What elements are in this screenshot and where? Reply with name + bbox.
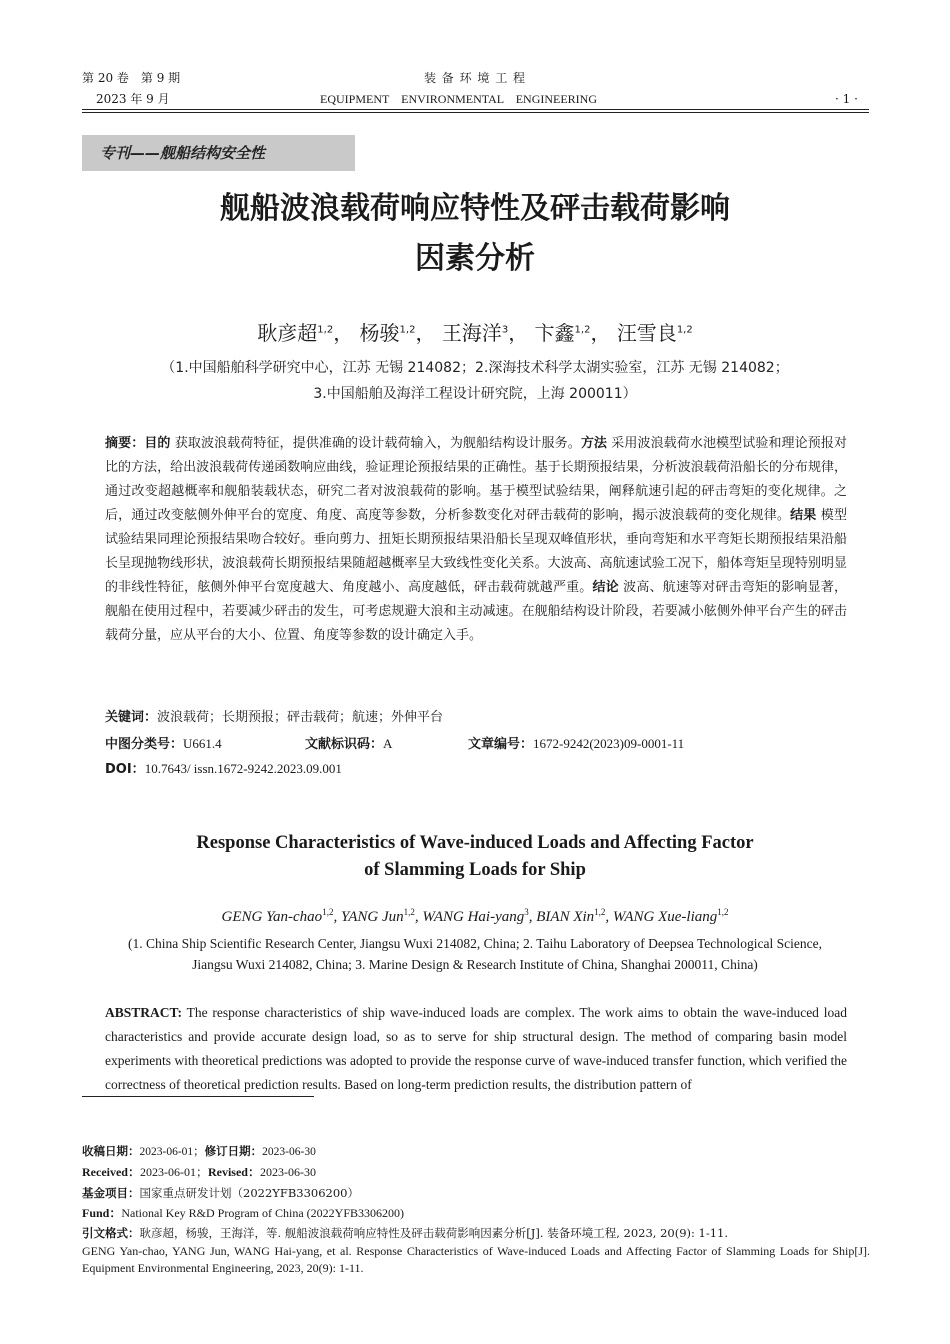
abstract-en (105, 1001, 847, 1097)
footnote-rule (82, 1096, 314, 1097)
title-en-line2: of Slamming Loads for Ship (364, 860, 586, 880)
author-cn: 汪雪良$^{1,2}$ (616, 320, 693, 345)
author-cn: 卞鑫$^{1,2}$， (534, 320, 611, 345)
method-label: 方法 (580, 436, 608, 451)
conclusion-text: 波高、航速等对砰击弯矩的影响显著，舰船在使用过程中，若要减少砰击的发生，可考虑规避大浪和主动减速。在舰船结构设计阶段，若要减小舷侧外伸平台产生的砰击载荷分量，应从平台的大小、位置、角度等参数的设计确定入手。 (105, 580, 847, 643)
citation-cn: 引文格式：耿彦超，杨骏，王海洋，等. 舰船波浪载荷响应特性及砰击载荷影响因素分析[J]. 装备环境工程, 2023, 20(9): 1-11. (82, 1226, 729, 1240)
keywords-cn: 关键词：波浪载荷；长期预报；砰击载荷；航速；外伸平台 (105, 710, 444, 725)
abstract-en-text: The response characteristics of ship wave-induced loads are complex. The work aims to obtain the wave-induced load characteristics and provide accurate design load, so as to serve for ship structural design. The method of comparing basin model experiments with theoretical predictions was adopted to provide the response curve of wave-induced transfer function, which verified the correctness of theoretical prediction results. Based on long-term prediction results, the distribution pattern of (105, 1005, 847, 1092)
issue-date: 2023 年 9 月 (96, 92, 170, 106)
objective-text: 获取波浪载荷特征，提供准确的设计载荷输入，为舰船结构设计服务。 (174, 436, 581, 451)
classification-doc: 文献标识码：A (305, 736, 393, 752)
affiliations-en-line1: (1. China Ship Scientific Research Center, Jiangsu Wuxi 214082, China; 2. Taihu Laboratory of Deepsea Technological Science, (128, 936, 822, 951)
author-en: BIAN Xin$^{1,2}$, (536, 907, 613, 925)
abstract-en-label: ABSTRACT: (105, 1005, 183, 1020)
affiliations-cn-line1: （1.中国船舶科学研究中心，江苏 无锡 214082；2.深海技术科学太湖实验室，江苏 无锡 214082； (161, 360, 789, 376)
affiliations-en-line2: Jiangsu Wuxi 214082, China; 3. Marine Design & Research Institute of China, Shanghai 200011, China) (192, 957, 758, 972)
journal-name-en: EQUIPMENT ENVIRONMENTAL ENGINEERING (320, 92, 598, 106)
received-cn: 收稿日期：2023-06-01；修订日期：2023-06-30 (82, 1144, 316, 1158)
journal-name-cn: 装 备 环 境 工 程 (423, 71, 527, 85)
author-en: WANG Hai-yang$^3$, (422, 907, 537, 925)
result-label: 结果 (790, 508, 817, 523)
author-en: GENG Yan-chao$^{1,2}$, (221, 907, 341, 925)
fund-cn: 基金项目：国家重点研发计划（2022YFB3306200） (82, 1186, 360, 1200)
fund-en: Fund：National Key R&D Program of China (2022YFB3306200) (82, 1206, 404, 1220)
header-rule-double (82, 112, 869, 113)
header-rule (82, 109, 869, 110)
title-cn-line1: 舰船波浪载荷响应特性及砰击载荷影响 (220, 191, 730, 226)
author-cn: 耿彦超$^{1,2}$， (257, 320, 354, 345)
doi: DOI：10.7643/ issn.1672-9242.2023.09.001 (105, 761, 342, 777)
abstract-cn-label: 摘要： (105, 436, 145, 451)
author-cn: 王海洋$^3$， (441, 320, 529, 345)
citation-en: GENG Yan-chao, YANG Jun, WANG Hai-yang, et al. Response Characteristics of Wave-induced Loads and Affecting Factor of Slamming Loads for Ship[J]. Equipment Environmental Engineering, 2023, 20(9): 1-11. (82, 1244, 870, 1275)
affiliations-cn-line2: 3.中国船舶及海洋工程设计研究院，上海 200011） (313, 386, 637, 402)
result-text: 模型试验结果同理论预报结果吻合较好。垂向剪力、扭矩长期预报结果沿船长呈现双峰值形状，垂向弯矩和水平弯矩长期预报结果沿船长呈现抛物线形状，波浪载荷长期预报结果随超越概率呈大致线性变化关系。大波高、高航速试验工况下，船体弯矩呈现特别明显的非线性特征，舷侧外伸平台宽度越大、角度越小、高度越低，砰击载荷就越严重。 (105, 508, 847, 595)
conclusion-label: 结论 (592, 580, 619, 595)
author-cn: 杨骏$^{1,2}$， (359, 320, 436, 345)
method-text: 采用波浪载荷水池模型试验和理论预报对比的方法，给出波浪载荷传递函数响应曲线，验证理论预报结果的正确性。基于长期预报结果，分析波浪载荷沿船长的分布规律，通过改变超越概率和舰船装载状态，研究二者对波浪载荷的影响。基于模型试验结果，阐释航速引起的砰击弯矩的变化规律。之后，通过改变舷侧外伸平台的宽度、角度、高度等参数，分析参数变化对砰击载荷的影响，揭示波浪载荷的变化规律。 (105, 436, 847, 523)
page-number: · 1 · (835, 92, 858, 106)
received-en: Received：2023-06-01；Revised：2023-06-30 (82, 1165, 316, 1179)
title-en-line1: Response Characteristics of Wave-induced Loads and Affecting Factor (196, 833, 754, 853)
author-en: WANG Xue-liang$^{1,2}$ (612, 907, 729, 925)
column-tag: 专刊——舰船结构安全性 (82, 135, 355, 171)
objective-label: 目的 (144, 436, 171, 451)
classification-clc: 中图分类号：U661.4 (105, 736, 222, 752)
classification-article: 文章编号：1672-9242(2023)09-0001-11 (468, 736, 685, 752)
volume-issue: 第 20 卷 第 9 期 (82, 71, 181, 85)
title-cn-line2: 因素分析 (415, 241, 535, 276)
authors-cn (0, 317, 950, 346)
abstract-cn (105, 432, 847, 648)
author-en: YANG Jun$^{1,2}$, (340, 907, 423, 925)
authors-en (0, 902, 950, 927)
